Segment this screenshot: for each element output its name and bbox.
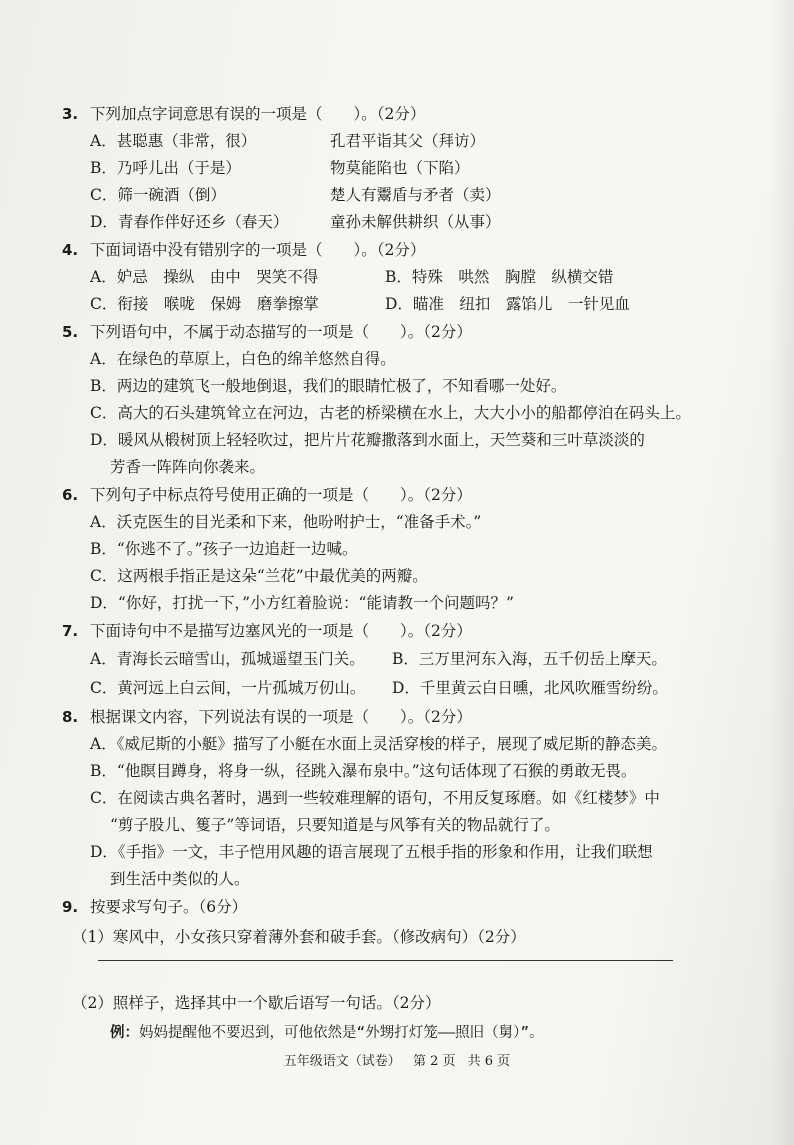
option-a: A．沃克医生的目光柔和下来，他吩咐护士，“准备手术。”	[90, 513, 482, 531]
option-b: B．“他瞑目蹲身，将身一纵，径跳入瀑布泉中。”这句话体现了石猴的勇敢无畏。	[90, 762, 637, 780]
option-row	[62, 182, 732, 209]
option-b-right: 物莫能陷也（下陷）	[330, 159, 470, 177]
option-c: C．高大的石头建筑耸立在河边，古老的桥梁横在水上，大大小小的船都停泊在码头上。	[90, 404, 691, 422]
option-d-left: D．青春作伴好还乡（春天）	[90, 213, 289, 231]
question-stem: 按要求写句子。（6分）	[90, 898, 248, 916]
question-number: 8.	[62, 708, 79, 726]
option-a: A．妒忌 操纵 由中 哭笑不得	[90, 268, 319, 286]
option-row	[62, 674, 732, 703]
option-c: C．这两根手指正是这朵“兰花”中最优美的两瓣。	[90, 567, 428, 585]
question-5	[62, 318, 732, 481]
option-a-left: A．甚聪惠（非常，很）	[90, 132, 257, 150]
option-b: B．两边的建筑飞一般地倒退，我们的眼睛忙极了，不知看哪一处好。	[90, 377, 567, 395]
question-number: 3.	[62, 105, 79, 123]
example-text: 妈妈提醒他不要迟到，可他依然是“外甥打灯笼——照旧（舅）”。	[139, 1025, 544, 1041]
answer-line[interactable]	[98, 960, 673, 961]
question-4	[62, 236, 732, 318]
question-8	[62, 703, 732, 893]
option-row	[62, 645, 732, 674]
option-d: D．“你好，打扰一下，”小方红着脸说：“能请教一个问题吗？”	[90, 594, 514, 612]
option-c-left: C．筛一碗酒（倒）	[90, 186, 226, 204]
question-stem: 根据课文内容，下列说法有误的一项是（ ）。（2分）	[90, 708, 472, 726]
option-b: B．“你逃不了。”孩子一边追赶一边喊。	[90, 540, 358, 558]
question-7	[62, 617, 732, 703]
page-footer	[0, 1050, 794, 1069]
subquestion-1: （1）寒风中，小女孩只穿着薄外套和破手套。（修改病句）（2分）	[72, 928, 526, 946]
option-row	[62, 155, 732, 182]
option-b: B．三万里河东入海，五千仞岳上摩天。	[392, 650, 667, 668]
option-c-continuation: “剪子股儿、篗子”等词语，只要知道是与风筝有关的物品就行了。	[110, 816, 560, 834]
option-row	[62, 291, 732, 318]
option-row	[62, 128, 732, 155]
option-c: C．衔接 喉咙 保姆 磨拳擦掌	[90, 295, 319, 313]
question-6	[62, 481, 732, 617]
exam-content	[62, 100, 732, 1047]
option-a: A．《威尼斯的小艇》描写了小艇在水面上灵活穿梭的样子，展现了威尼斯的静态美。	[90, 735, 667, 753]
question-number: 5.	[62, 323, 79, 341]
option-d: D．《手指》一文，丰子恺用风趣的语言展现了五根手指的形象和作用，让我们联想	[90, 843, 653, 861]
footer-subject: 五年级语文（试卷）	[283, 1054, 401, 1069]
option-c: C．黄河远上白云间，一片孤城万仞山。	[90, 679, 366, 697]
question-9	[62, 893, 732, 1047]
subquestion-2: （2）照样子，选择其中一个歇后语写一句话。（2分）	[72, 994, 441, 1012]
question-stem: 下面诗句中不是描写边塞风光的一项是（ ）。（2分）	[90, 622, 472, 640]
question-number: 6.	[62, 486, 79, 504]
option-row	[62, 209, 732, 236]
question-stem: 下面词语中没有错别字的一项是（ ）。（2分）	[90, 241, 426, 259]
question-stem: 下列语句中，不属于动态描写的一项是（ ）。（2分）	[90, 323, 472, 341]
option-d-right: 童孙未解供耕织（从事）	[330, 213, 501, 231]
footer-page: 第 2 页	[412, 1054, 456, 1069]
option-c: C．在阅读古典名著时，遇到一些较难理解的语句，不用反复琢磨。如《红楼梦》中	[90, 789, 660, 807]
footer-total: 共 6 页	[467, 1054, 511, 1069]
example-label: 例：	[110, 1025, 139, 1041]
question-3	[62, 100, 732, 236]
question-number: 4.	[62, 241, 79, 259]
option-d: D．瞄准 纽扣 露馅儿 一针见血	[385, 295, 630, 313]
option-d: D．暖风从椴树顶上轻轻吹过，把片片花瓣撒落到水面上，天竺葵和三叶草淡淡的	[90, 431, 645, 449]
option-c-right: 楚人有鬻盾与矛者（卖）	[330, 186, 501, 204]
option-d-continuation: 到生活中类似的人。	[110, 870, 250, 888]
option-row	[62, 264, 732, 291]
option-d: D．千里黄云白日曛，北风吹雁雪纷纷。	[392, 679, 668, 697]
option-b-left: B．乃呼儿出（于是）	[90, 159, 241, 177]
option-a: A．青海长云暗雪山，孤城遥望玉门关。	[90, 650, 365, 668]
question-stem: 下列句子中标点符号使用正确的一项是（ ）。（2分）	[90, 486, 472, 504]
question-number: 7.	[62, 622, 79, 640]
option-a-right: 孔君平诣其父（拜访）	[330, 132, 486, 150]
option-a: A．在绿色的草原上，白色的绵羊悠然自得。	[90, 350, 396, 368]
option-b: B．特殊 哄然 胸膛 纵横交错	[385, 268, 614, 286]
question-stem: 下列加点字词意思有误的一项是（ ）。（2分）	[90, 105, 426, 123]
answer-space[interactable]	[62, 953, 732, 987]
option-d-continuation: 芳香一阵阵向你袭来。	[110, 458, 266, 476]
example-sentence	[62, 1019, 732, 1047]
paper-edge-shadow	[770, 0, 794, 1145]
question-number: 9.	[62, 898, 79, 916]
